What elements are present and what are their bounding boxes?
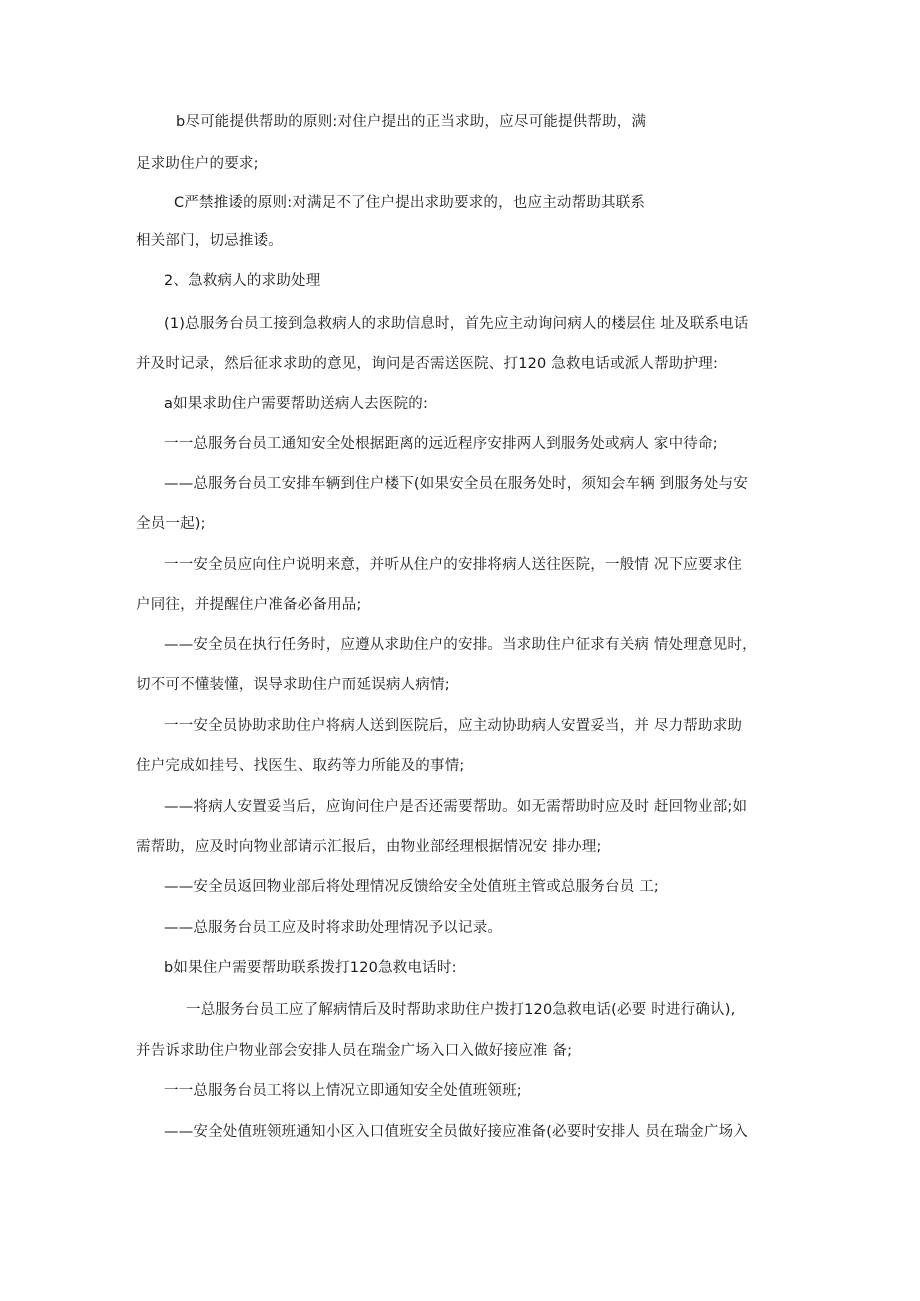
text-line: 需帮助，应及时向物业部请示汇报后，由物业部经理根据情况安 排办理; — [136, 839, 602, 855]
text-line: ——安全员返回物业部后将处理情况反馈给安全处值班主管或总服务台员 工; — [164, 879, 659, 895]
text-line: C严禁推诿的原则:对满足不了住户提出求助要求的，也应主动帮助其联系 — [174, 195, 646, 211]
text-line: 切不可不懂装懂，误导求助住户而延误病人病情; — [136, 677, 450, 693]
text-line: 并告诉求助住户物业部会安排人员在瑞金广场入口入做好接应准 备; — [136, 1043, 573, 1059]
text-line: b尽可能提供帮助的原则:对住户提出的正当求助，应尽可能提供帮助，满 — [176, 114, 647, 130]
text-line: b如果住户需要帮助联系拨打120急救电话时: — [164, 960, 457, 976]
text-line: 一一安全员应向住户说明来意，并听从住户的安排将病人送往医院，一般情 况下应要求住 — [164, 557, 743, 573]
text-line: ——安全处值班领班通知小区入口值班安全员做好接应准备(必要时安排人 员在瑞金广场入 — [164, 1124, 748, 1140]
text-line: 一总服务台员工应了解病情后及时帮助求助住户拨打120急救电话(必要 时进行确认), — [186, 1002, 736, 1018]
section-heading: 2、急救病人的求助处理 — [164, 273, 321, 289]
text-line: 一一总服务台员工将以上情况立即通知安全处值班领班; — [164, 1083, 522, 1099]
text-line: ——将病人安置妥当后，应询问住户是否还需要帮助。如无需帮助时应及时 赶回物业部;如 — [164, 799, 748, 815]
text-line: ——总服务台员工应及时将求助处理情况予以记录。 — [164, 920, 503, 936]
text-line: 住户完成如挂号、找医生、取药等力所能及的事情; — [136, 758, 465, 774]
text-line: 足求助住户的要求; — [136, 156, 259, 172]
text-line: a如果求助住户需要帮助送病人去医院的: — [164, 396, 429, 412]
text-line: 一一安全员协助求助住户将病人送到医院后，应主动协助病人安置妥当，并 尽力帮助求助 — [164, 718, 743, 734]
text-line: ——安全员在执行任务时，应遵从求助住户的安排。当求助住户征求有关病 情处理意见时， — [164, 637, 757, 653]
text-line: 户同往，并提醒住户准备必备用品; — [136, 597, 362, 613]
text-line: 相关部门，切忌推诿。 — [136, 233, 283, 249]
text-line: ——总服务台员工安排车辆到住户楼下(如果安全员在服务处时，须知会车辆 到服务处与安 — [164, 476, 748, 492]
text-line: 全员一起); — [136, 516, 206, 532]
text-line: 并及时记录，然后征求求助的意见，询问是否需送医院、打120 急救电话或派人帮助护理: — [136, 356, 719, 372]
text-line: 一一总服务台员工通知安全处根据距离的远近程序安排两人到服务处或病人 家中待命; — [164, 436, 718, 452]
text-line: (1)总服务台员工接到急救病人的求助信息时，首先应主动询问病人的楼层住 址及联系电话 — [164, 316, 749, 332]
